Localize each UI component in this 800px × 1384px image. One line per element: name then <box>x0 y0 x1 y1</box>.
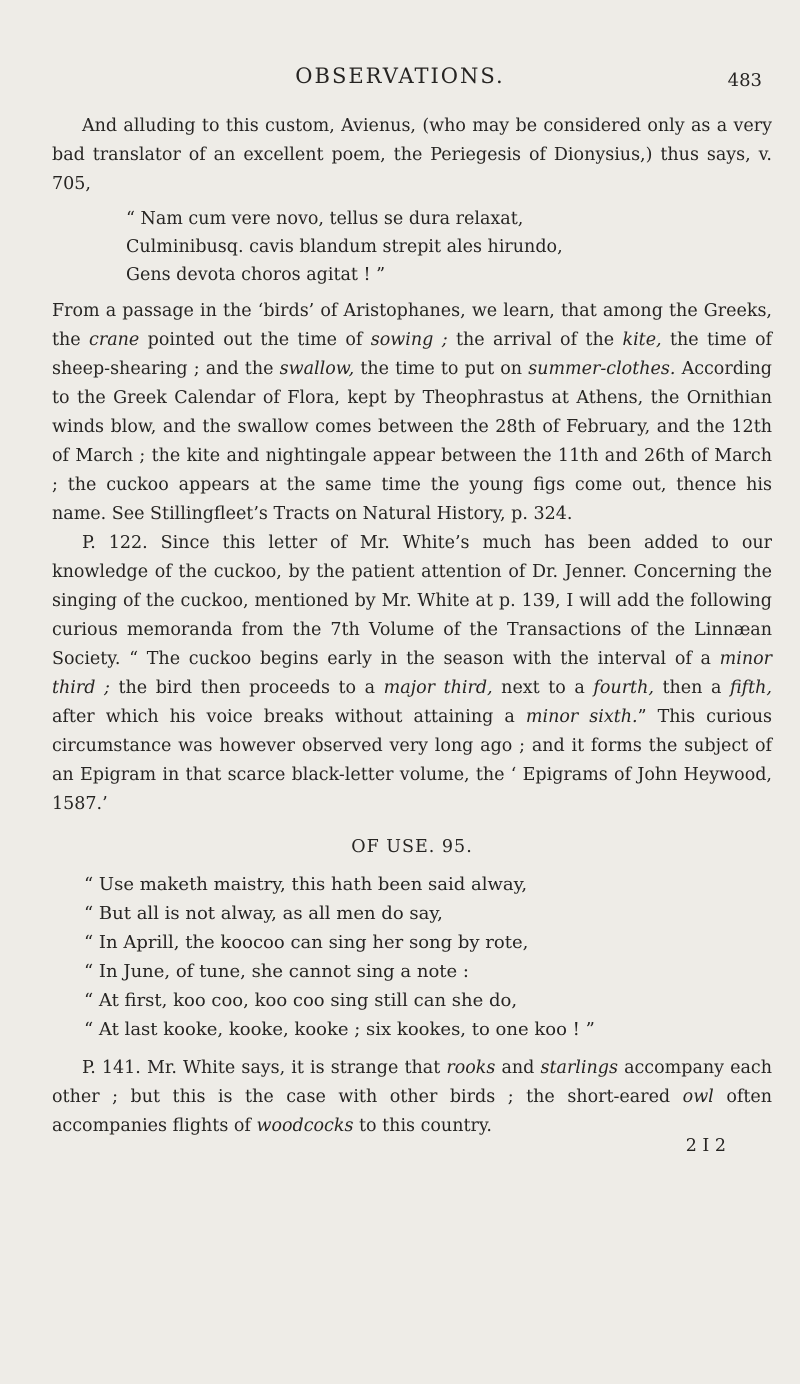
italic-term: minor third ; <box>52 649 772 698</box>
text-run: According to the Greek Calendar of Flora, kept by Theophrastus at Athens, the Ornithian winds blow, and the swallow comes between the 28th of February, and the 12th of March ; the kite and nightingale appear between the 11th and 26th of March ; the cuckoo appears at the same time the young figs come out, thence his name. See Stillingfleet’s Tracts on Natural History, p. 324. <box>52 359 772 524</box>
italic-term: starlings <box>540 1058 618 1078</box>
text-run: then a <box>653 678 730 698</box>
italic-term: woodcocks <box>256 1116 354 1136</box>
epigram-verse <box>84 870 772 1044</box>
italic-term: fifth, <box>729 678 772 698</box>
italic-term: owl <box>682 1087 714 1107</box>
italic-term: summer-clothes. <box>528 359 676 379</box>
text-run: often accompanies flights of <box>52 1087 772 1136</box>
text-run: next to a <box>492 678 594 698</box>
verse-line: “ In Aprill, the koocoo can sing her song by rote, <box>84 932 529 953</box>
text-run: And alluding to this custom, Avienus, (who may be considered only as a very bad translator of an excellent poem, the Periegesis of Dionysius,) thus says, v. 705, <box>52 116 772 194</box>
verse-line: “ Use maketh maistry, this hath been said alway, <box>84 874 528 895</box>
italic-term: fourth, <box>593 678 654 698</box>
text-run: and <box>495 1058 541 1078</box>
running-title: OBSERVATIONS. <box>295 64 505 88</box>
paragraph-avienus <box>52 112 772 199</box>
text-run: the time of sheep-shearing ; and the <box>52 330 772 379</box>
text-run: P. 122. Since this letter of Mr. White’s much has been added to our knowledge of the cuckoo, by the patient attention of Dr. Jenner. Concerning the singing of the cuckoo, mentioned by Mr. White at p. 139, I will add the following curious memoranda from the 7th Volume of the Transactions of the Linnæan Society. “ The cuckoo begins early in the season with the interval of a <box>52 533 772 669</box>
page-header <box>0 64 800 98</box>
text-run: to this country. <box>353 1116 492 1136</box>
page-number: 483 <box>727 70 762 91</box>
text-run: the arrival of the <box>447 330 623 350</box>
italic-term: minor sixth. <box>525 707 638 727</box>
body-text <box>52 112 772 1157</box>
verse-line: “ But all is not alway, as all men do say, <box>84 903 443 924</box>
text-run: after which his voice breaks without attaining a <box>52 707 526 727</box>
text-run: P. 141. Mr. White says, it is strange that <box>82 1058 447 1078</box>
italic-term: rooks <box>446 1058 496 1078</box>
paragraph-cuckoo <box>52 529 772 819</box>
text-run: accompany each other ; but this is the case with other birds ; the short-eared <box>52 1058 772 1107</box>
verse-line: “ Nam cum vere novo, tellus se dura relaxat, <box>126 209 524 229</box>
italic-term: major third, <box>383 678 493 698</box>
text-run: ” This curious circumstance was however observed very long ago ; and it forms the subject of an Epigram in that scarce black-letter volume, the ‘ Epigrams of John Heywood, 1587.’ <box>52 707 772 814</box>
verse-line: Gens devota choros agitat ! ” <box>126 265 386 285</box>
text-run: the bird then proceeds to a <box>109 678 384 698</box>
verse-line: “ In June, of tune, she cannot sing a note : <box>84 961 469 982</box>
italic-term: swallow, <box>279 359 355 379</box>
italic-term: sowing ; <box>370 330 448 350</box>
paragraph-rooks <box>52 1054 772 1141</box>
italic-term: kite, <box>622 330 662 350</box>
italic-term: crane <box>89 330 140 350</box>
text-run: pointed out the time of <box>139 330 371 350</box>
signature-mark: 2 I 2 <box>685 1136 726 1156</box>
text-run: the time to put on <box>354 359 529 379</box>
verse-line: “ At first, koo coo, koo coo sing still can she do, <box>84 990 518 1011</box>
latin-verse <box>126 205 772 289</box>
paragraph-aristophanes <box>52 297 772 529</box>
text-run: From a passage in the ‘birds’ of Aristophanes, we learn, that among the Greeks, the <box>52 301 772 350</box>
verse-line: “ At last kooke, kooke, kooke ; six kookes, to one koo ! ” <box>84 1019 595 1040</box>
epigram-title: OF USE. 95. <box>351 837 473 857</box>
verse-line: Culminibusq. cavis blandum strepit ales hirundo, <box>126 237 563 257</box>
